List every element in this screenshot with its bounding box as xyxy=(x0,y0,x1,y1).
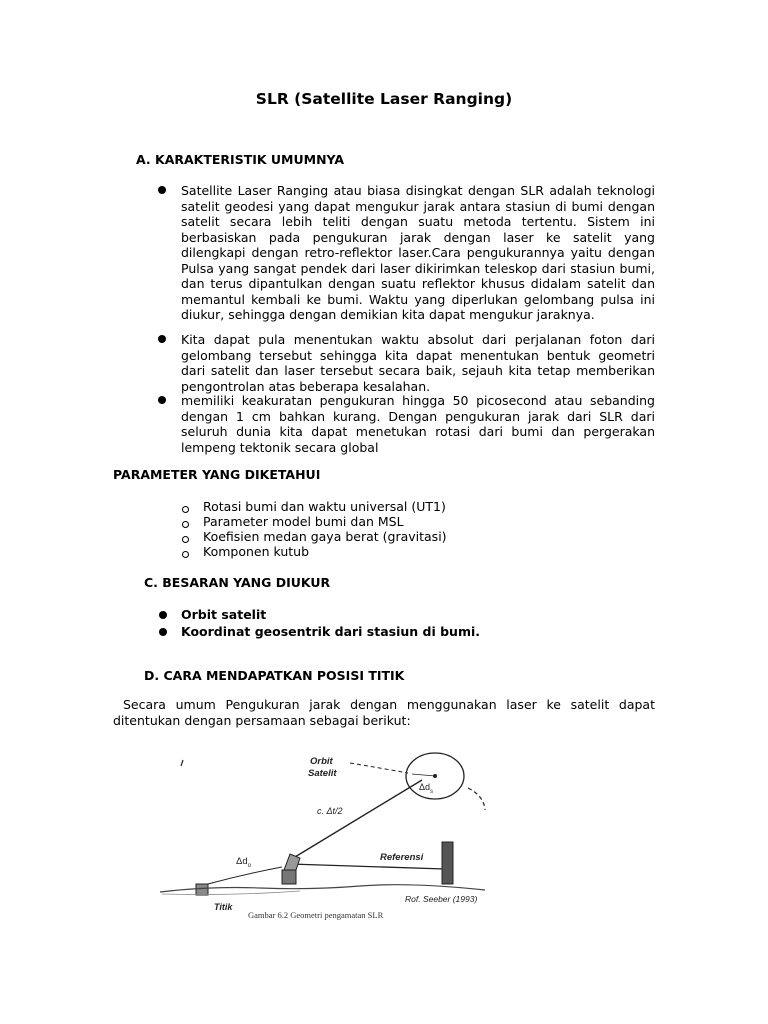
bullet-marker xyxy=(159,611,167,619)
titik-label: Titik xyxy=(214,902,233,912)
section-d-intro: Secara umum Pengukuran jarak dengan menggunakan laser ke satelit dapat ditentukan dengan persamaan sebagai berikut: xyxy=(113,697,655,728)
delta-do-subscript: o xyxy=(247,863,251,869)
page-title: SLR (Satellite Laser Ranging) xyxy=(255,90,513,108)
orbit-label-line-2: Satelit xyxy=(308,768,337,779)
ground-line xyxy=(160,885,485,892)
list-marker xyxy=(182,506,189,513)
list-marker xyxy=(182,536,189,543)
slr-geometry-diagram xyxy=(150,746,490,932)
reference-pillar xyxy=(442,842,453,884)
parameter-item-3: Koefisien medan gaya berat (gravitasi) xyxy=(203,529,447,544)
parameter-item-2: Parameter model bumi dan MSL xyxy=(203,514,404,529)
section-b-heading: PARAMETER YANG DIKETAHUI xyxy=(113,467,321,482)
reference-source-label: Rof. Seeber (1993) xyxy=(405,894,478,904)
bullet-marker xyxy=(158,396,166,404)
measured-item-1: Orbit satelit xyxy=(181,607,267,622)
telescope-base xyxy=(282,870,296,884)
figure-caption: Gambar 6.2 Geometri pengamatan SLR xyxy=(248,910,384,920)
measured-item-2: Koordinat geosentrik dari stasiun di bumi. xyxy=(181,624,481,639)
scan-mark xyxy=(181,760,183,766)
parameter-item-1: Rotasi bumi dan waktu universal (UT1) xyxy=(203,499,446,514)
parameter-item-4: Komponen kutub xyxy=(203,544,310,559)
eccentricity-line xyxy=(208,867,282,884)
section-a-bullet-1: Satellite Laser Ranging atau biasa disingkat dengan SLR adalah teknologi satelit geodesi yang dapat mengukur jarak antara stasiun di bumi dengan satelit secara lebih teliti dengan suatu metoda tertentu. Sistem ini berbasiskan pada pengukuran jarak dengan laser ke satelit yang dilengkapi dengan retro-reflektor laser.Cara pengukurannya yaitu dengan Pulsa yang sangat pendek dari laser dikirimkan teleskop dari stasiun bumi, dan terus dipantulkan dengan suatu reflektor khusus didalam satelit dan memantul kembali ke bumi. Waktu yang diperlukan gelombang pulsa ini diukur, sehingga dengan demikian kita dapat mengukur jaraknya. xyxy=(181,183,655,322)
telescope-icon xyxy=(284,854,300,870)
reference-line xyxy=(290,864,445,869)
laser-range-line xyxy=(290,780,422,860)
slr-geometry-figure xyxy=(150,746,490,932)
referensi-label: Referensi xyxy=(380,852,424,863)
section-d-heading: D. CARA MENDAPATKAN POSISI TITIK xyxy=(144,668,405,683)
delta-do-symbol: Δd xyxy=(236,856,248,867)
section-c-heading: C. BESARAN YANG DIUKUR xyxy=(144,575,331,590)
list-marker xyxy=(182,551,189,558)
range-label: c. Δt/2 xyxy=(317,806,343,816)
bullet-marker xyxy=(158,186,166,194)
delta-ds-symbol: Δd xyxy=(419,782,431,792)
orbit-label-pointer xyxy=(350,763,408,773)
delta-ds-label xyxy=(419,782,433,795)
section-a-bullet-2: Kita dapat pula menentukan waktu absolut dari perjalanan foton dari gelombang tersebut sehingga kita dapat menentukan bentuk geometri dari satelit dan laser tersebut secara baik, sejauh kita tetap memberikan pengontrolan atas beberapa kesalahan. xyxy=(181,332,655,394)
titik-marker xyxy=(196,884,208,895)
section-a-heading: A. KARAKTERISTIK UMUMNYA xyxy=(136,152,345,167)
bullet-marker xyxy=(158,335,166,343)
orbit-label-line-1: Orbit xyxy=(310,756,333,767)
satellite-offset-line xyxy=(412,774,435,776)
section-a-bullet-3: memiliki keakuratan pengukuran hingga 50 picosecond atau sebanding dengan 1 cm bahkan kurang. Dengan pengukuran jarak dari SLR dari seluruh dunia kita dapat menetukan rotasi dari bumi dan pergerakan lempeng tektonik secara global xyxy=(181,393,655,455)
ground-texture xyxy=(162,891,300,895)
list-marker xyxy=(182,521,189,528)
delta-do-label xyxy=(236,856,252,869)
bullet-marker xyxy=(159,628,167,636)
orbit-trail xyxy=(468,788,485,810)
delta-ds-subscript: s xyxy=(430,789,434,795)
